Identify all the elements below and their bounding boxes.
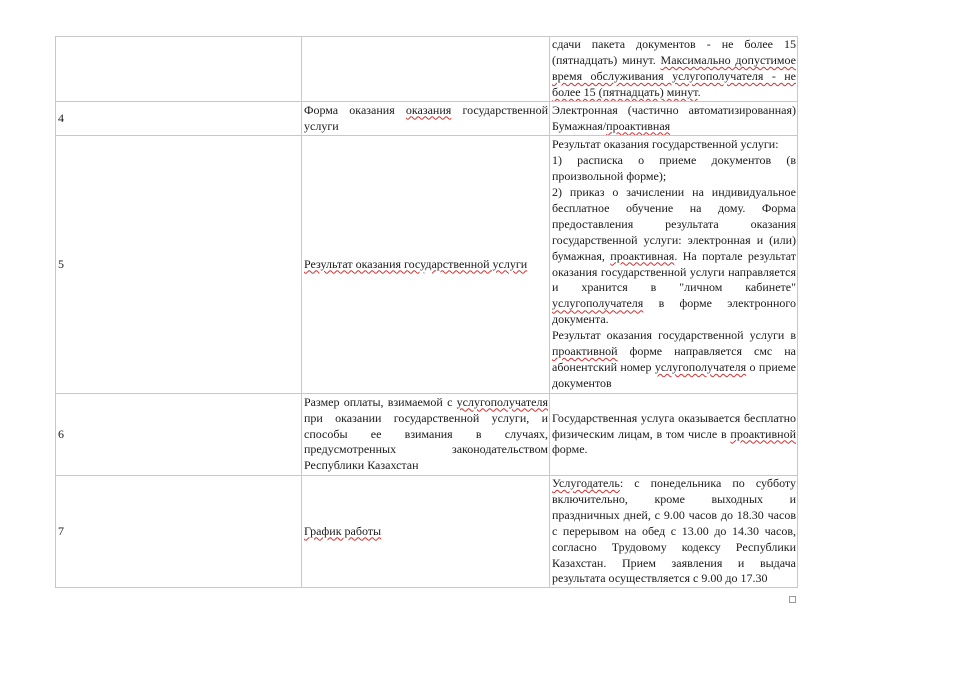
text-run: : с понедельника по субботу включительно, кроме выходных и праздничных дней, с 9.00 часов до 18.30 часов с перерывом на обед с 13.00 до 14.30 часов, согласно Трудовому кодексу Республики Казахстан. Прием заявления и выдача результата осуществляется с 9.00 до 17.30 [552,476,796,586]
text-run: 1) расписка о приеме документов (в произвольной форме); [552,153,796,184]
description-paragraph [552,153,796,185]
spellcheck-flagged-text: проактивной [552,344,618,359]
text-run: форме направляется смс на абонентский номер [552,344,796,374]
table-row [56,394,798,476]
row-name-cell [302,136,550,394]
text-run: форме. [552,442,588,457]
table-row [56,37,798,102]
text-run: . [697,84,701,99]
row-description-cell [550,136,798,394]
description-paragraph [552,328,796,392]
text-run: при оказании государственной услуги, и способы ее взимания в случаях, предусмотренных законодательством Республики Казахстан [304,410,548,473]
row-name-cell [302,102,550,136]
row-name-cell [302,37,550,102]
spellcheck-flagged-text: проактивная [606,118,671,133]
description-paragraph [552,476,796,587]
text-run: Результат оказания государственной услуги в [552,328,796,343]
spellcheck-flagged-text: проактивной [730,426,796,441]
table-row [56,102,798,136]
text-run: в форме электронного документа. [552,296,796,327]
text-run: 2) приказ о зачислении на индивидуальное бесплатное обучение на дому. Форма предоставления результата оказания государственной услуги: электронная и (или) бумажная, [552,184,796,263]
row-number-cell: 6 [56,394,302,476]
row-description-cell [550,37,798,102]
row-number-cell: 7 [56,476,302,588]
text-run: государственной услуги [304,102,548,133]
spellcheck-flagged-text: График работы [304,523,382,538]
row-description-cell [550,102,798,136]
text-run: сдачи пакета документов - не более 15 (пятнадцать) минут. [552,37,796,68]
service-standard-table [55,36,798,588]
description-paragraph [552,37,796,101]
text-run: Государственная услуга оказывается бесплатно физическим лицам, в том числе в [552,410,796,441]
spellcheck-flagged-text: Максимально допустимое время обслуживания услугополучателя - не более 15 (пятнадцать) минут [552,53,796,99]
row-description-cell [550,394,798,476]
description-paragraph [552,103,796,135]
spellcheck-flagged-text: услугополучателя [456,394,548,409]
spellcheck-flagged-text: проактивная [610,248,675,263]
text-run: Форма оказания [304,102,406,117]
spellcheck-flagged-text: Услугодатель [552,476,620,490]
table-row [56,476,798,588]
row-name-cell [302,394,550,476]
row-name-cell [302,476,550,588]
row-number-cell: 4 [56,102,302,136]
description-paragraph [552,411,796,459]
description-paragraph [552,137,796,153]
spellcheck-flagged-text: услугополучателя [552,296,644,311]
spellcheck-flagged-text: Результат оказания государственной услуги [304,256,528,271]
text-run: . На портале результат оказания государственной услуги направляется и хранится в "личном кабинете" [552,248,797,295]
text-run: Результат оказания государственной услуги: [552,137,779,152]
table-row [56,136,798,394]
row-number-cell: 5 [56,136,302,394]
text-run: Размер оплаты, взимаемой с [304,394,457,409]
row-number-cell [56,37,302,102]
text-run: Электронная (частично автоматизированная) Бумажная/ [552,102,796,133]
row-description-cell [550,476,798,588]
table-resize-handle[interactable] [789,596,796,603]
description-paragraph [552,185,796,328]
spellcheck-flagged-text: услугополучателя [654,359,747,374]
spellcheck-flagged-text: оказания [405,102,452,117]
text-run: о приеме документов [552,359,796,390]
